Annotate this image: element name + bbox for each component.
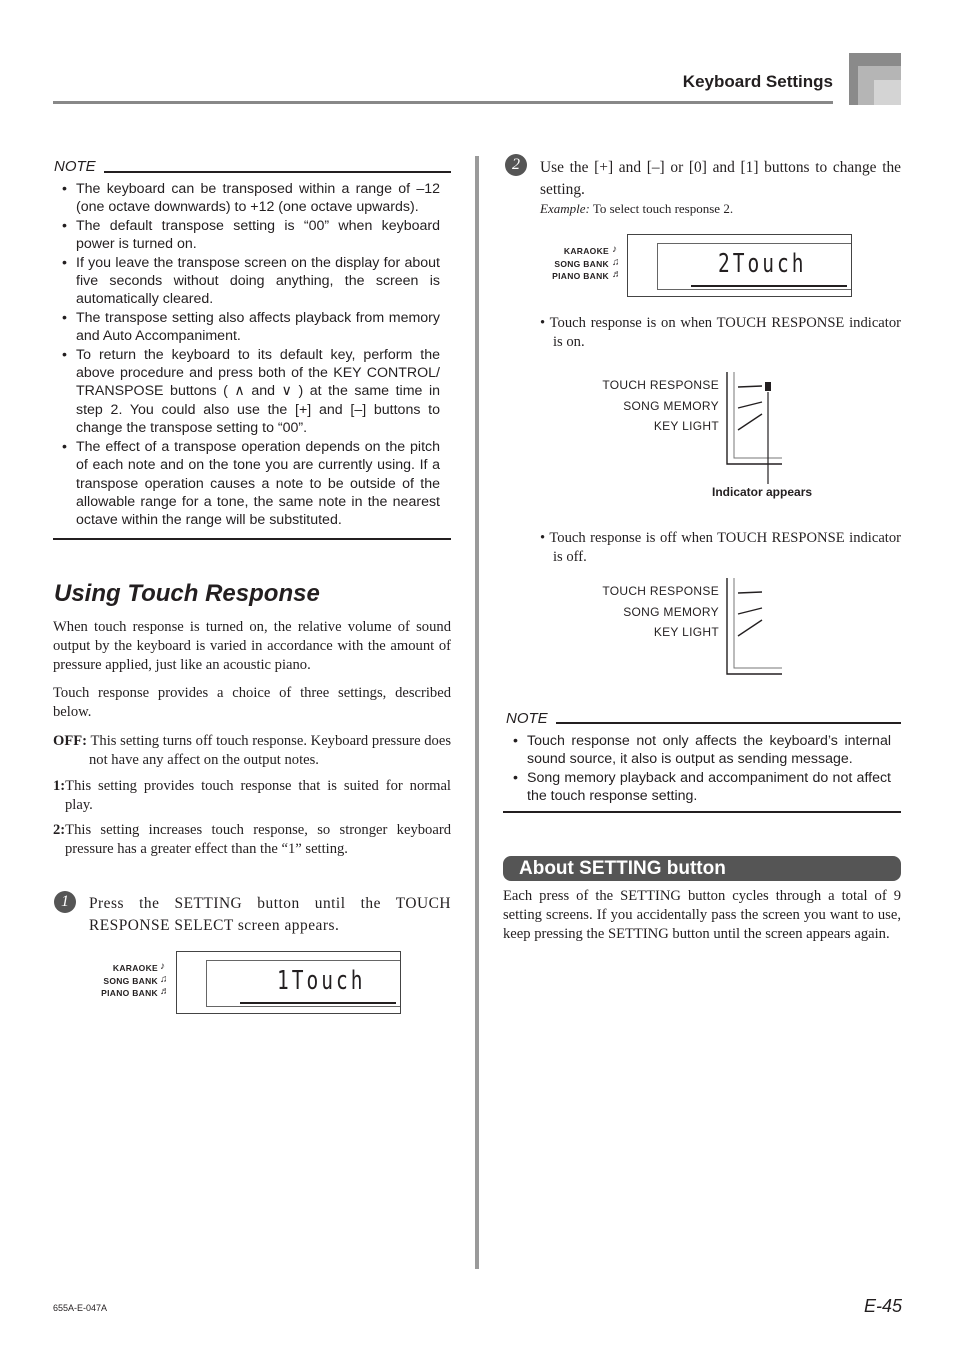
note-label-right: NOTE [506,710,548,727]
lcd1-text: 1Touch [277,966,366,996]
setting-off [53,732,451,770]
lcd-label: KARAOKE [112,963,158,973]
step-2-text: Use the [+] and [–] or [0] and [1] buttons to change the setting. [540,159,901,198]
bullet-on: • Touch response is on when TOUCH RESPONSE indicator is on. [540,315,901,350]
karaoke-icon: ♪ [160,961,165,972]
footer-code: 655A-E-047A [53,1303,108,1313]
note-item: • The default transpose setting is “00” when keyboard power is turned on. [53,217,440,254]
note-item: • Song memory playback and accompaniment do not affect the touch response setting. [504,769,891,806]
note-item: • The keyboard can be transposed within a range of –12 (one octave downwards) to +12 (one octave upwards). [53,180,440,217]
lcd2-labels [547,245,609,283]
setting-desc: This setting turns off touch response. Keyboard pressure does not have any affect on the output notes. [89,733,451,768]
section-title: Using Touch Response [54,580,320,607]
piano-bank-icon: ♬ [160,986,170,997]
indicator-off-diagram [722,576,786,678]
bullet-off-text: Touch response is off when TOUCH RESPONSE indicator is off. [549,530,902,565]
note-item: • The effect of a transpose operation depends on the pitch of each note and on the tone you are currently using. If a transpose operation causes a note to be outside of the allowable range for a tone, the same note in the nearest octave within the range will be substituted. [53,438,440,530]
note-item: • If you leave the transpose screen on the display for about five seconds without doing anything, the screen is automatically cleared. [53,254,440,309]
step-1-text: Press the SETTING button until the TOUCH RESPONSE SELECT screen appears. [89,895,451,934]
lcd-underline [240,1002,396,1004]
note-end-rule [53,538,451,540]
bullet-on-text: Touch response is on when TOUCH RESPONSE indicator is on. [549,315,901,350]
header-rule [53,101,833,104]
lcd2-icons [612,244,622,282]
indicator-label: KEY LIGHT [653,419,719,433]
song-bank-icon: ♫ [612,256,620,268]
setting-desc: This setting increases touch response, so stronger keyboard pressure has a greater effect than the “1” setting. [65,822,451,857]
indicator-label: KEY LIGHT [653,625,719,639]
note-end-rule-right [503,811,901,813]
song-bank-icon: ♫ [160,973,168,985]
lcd-label: PIANO BANK [552,271,609,281]
note-label: NOTE [54,158,96,175]
note-item: • The transpose setting also affects playback from memory and Auto Accompaniment. [53,309,440,346]
example-text: To select touch response 2. [592,201,734,216]
setting-1 [53,777,451,815]
note-list-right [504,732,891,806]
setting-term: 1: [53,778,66,794]
intro-paragraph-2: Touch response provides a choice of three settings, described below. [53,685,451,720]
indicator-on-labels [600,375,719,437]
example-line [540,201,733,217]
setting-desc: This setting provides touch response that is suited for normal play. [65,778,451,813]
note-rule [104,171,451,173]
indicator-label: SONG MEMORY [623,398,719,413]
lcd-label: PIANO BANK [101,988,158,998]
lcd-label: KARAOKE [563,246,609,256]
indicator-caption: Indicator appears [712,485,813,499]
indicator-on-diagram [722,370,786,488]
setting-2 [53,821,451,859]
lcd-underline [691,285,847,287]
lcd2-display [627,234,852,297]
about-setting-text: Each press of the SETTING button cycles through a total of 9 setting screens. If you accidentally pass the screen you want to use, keep pressing the SETTING button until the screen appears again. [503,888,901,942]
indicator-label: SONG MEMORY [623,604,719,619]
column-divider [475,156,479,1269]
karaoke-icon: ♪ [612,244,617,255]
setting-term: 2: [53,822,66,838]
lcd2-text: 2Touch [718,249,807,279]
step-number-1: 1 [54,891,76,913]
indicator-off-labels [600,581,719,643]
lcd-label: SONG BANK [103,975,158,986]
intro-paragraph: When touch response is turned on, the relative volume of sound output by the keyboard is varied in accordance with the amount of pressure applied, just like an acoustic piano. [53,619,451,673]
piano-bank-icon: ♬ [612,269,622,280]
setting-term: OFF: [53,733,88,749]
about-setting-heading: About SETTING button [503,856,901,881]
lcd1-display [176,951,401,1014]
note-item: • Touch response not only affects the keyboard’s internal sound source, it also is output as sending message. [504,732,891,769]
indicator-label: TOUCH RESPONSE [602,584,719,598]
page-number: E-45 [863,1296,902,1316]
indicator-label: TOUCH RESPONSE [602,378,719,392]
bullet-off: • Touch response is off when TOUCH RESPONSE indicator is off. [540,530,902,565]
step-number-2: 2 [505,154,527,176]
example-label: Example: [540,201,590,216]
chapter-tab-inner-light [874,80,901,105]
note-rule-right [556,722,901,724]
lcd1-labels [96,962,158,1000]
lcd-label: SONG BANK [554,258,609,269]
page-header-title: Keyboard Settings [682,72,833,91]
indicator-segment [765,382,771,391]
note-list [53,180,440,530]
note-item: • To return the keyboard to its default key, perform the above procedure and press both of the KEY CONTROL/ TRANSPOSE buttons ( ∧ and ∨ ) at the same time in step 2. You could also use the [+] and [–] buttons to change the transpose setting to “00”. [53,346,440,438]
lcd1-icons [160,961,170,999]
